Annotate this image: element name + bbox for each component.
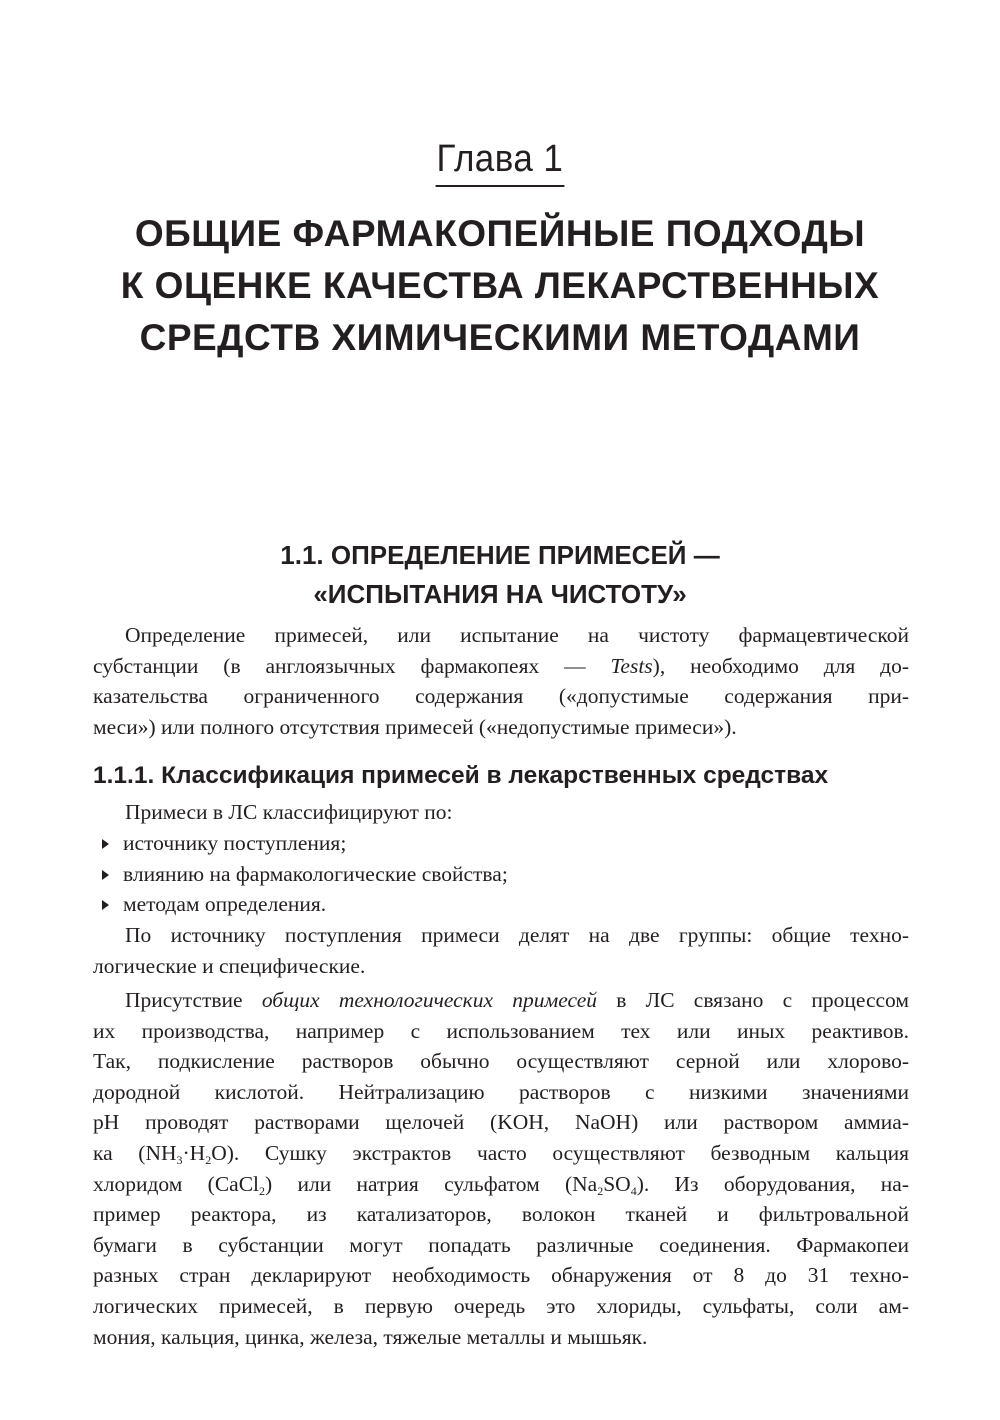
italic-term: Tests: [610, 653, 653, 678]
chapter-title-line: СРЕДСТВ ХИМИЧЕСКИМИ МЕТОДАМИ: [139, 317, 861, 358]
chapter-title-line: ОБЩИЕ ФАРМАКОПЕЙНЫЕ ПОДХОДЫ: [134, 213, 866, 254]
text-line: pH проводят растворами щелочей (KOH, NaOH) или раствором аммиа-: [93, 1110, 909, 1135]
chapter-title: [60, 208, 940, 364]
section-title-line: «ИСПЫТАНИЯ НА ЧИСТОТУ»: [313, 579, 687, 609]
paragraph-sources: [93, 920, 909, 981]
text-line: казательства ограниченного содержания («допустимые содержания при-: [93, 684, 909, 709]
section-title-line: 1.1. ОПРЕДЕЛЕНИЕ ПРИМЕСЕЙ —: [280, 540, 720, 570]
text-line: хлоридом (CaCl$_2$) или натрия сульфатом $(Na_2SO_4)$. Из оборудования, на-: [93, 1171, 909, 1198]
chapter-label-text: Глава 1: [436, 138, 565, 187]
text-line: Присутствие общих технологических примесей в ЛС связано с процессом: [125, 988, 909, 1012]
text-line: их производства, например с использованием тех или иных реактивов.: [93, 1018, 909, 1043]
paragraph-technological-impurities: [93, 985, 909, 1352]
chapter-title-line: К ОЦЕНКЕ КАЧЕСТВА ЛЕКАРСТВЕННЫХ: [120, 265, 880, 306]
text-line: Определение примесей, или испытание на чистоту фармацевтической: [125, 623, 909, 647]
text-line: разных стран декларируют необходимость обнаружения от 8 до 31 техно-: [93, 1263, 909, 1288]
triangle-bullet-icon: [102, 839, 109, 849]
section-intro-paragraph: [93, 620, 909, 742]
list-item: источнику поступления;: [93, 828, 909, 859]
text-line: По источнику поступления примеси делят на две группы: общие техно-: [125, 923, 909, 947]
text-line: меси») или полного отсутствия примесей («недопустимые примеси»).: [93, 714, 737, 739]
subsection-title: 1.1.1. Классификация примесей в лекарственных средствах: [93, 762, 829, 789]
text-line: мония, кальция, цинка, железа, тяжелые металлы и мышьяк.: [93, 1324, 648, 1349]
list-item: влиянию на фармакологические свойства;: [93, 859, 909, 890]
subsection-lead: [93, 797, 909, 828]
text-line: Примеси в ЛС классифицируют по:: [125, 800, 453, 824]
text-line: Так, подкисление растворов обычно осуществляют серной или хлорово-: [93, 1049, 909, 1074]
italic-term: общих технологических примесей: [261, 988, 598, 1012]
text-line: ка $(NH_3\cdot H_2O)$. Сушку экстрактов часто осуществляют безводным кальция: [93, 1140, 909, 1167]
triangle-bullet-icon: [102, 870, 109, 880]
text-line: дородной кислотой. Нейтрализацию растворов с низкими значениями: [93, 1079, 909, 1104]
text-line: логических примесей, в первую очередь это хлориды, сульфаты, соли ам-: [93, 1293, 909, 1318]
triangle-bullet-icon: [102, 900, 109, 910]
list-item: методам определения.: [93, 889, 909, 920]
text-line: субстанции (в англоязычных фармакопеях — Tests), необходимо для до-: [93, 653, 909, 678]
section-title: [100, 536, 900, 614]
text-line: логические и специфические.: [93, 953, 366, 978]
chapter-label: [0, 138, 1000, 187]
classification-list: [93, 828, 909, 920]
text-line: бумаги в субстанции могут попадать различные соединения. Фармакопеи: [93, 1232, 909, 1257]
text-line: пример реактора, из катализаторов, волокон тканей и фильтровальной: [93, 1202, 909, 1227]
